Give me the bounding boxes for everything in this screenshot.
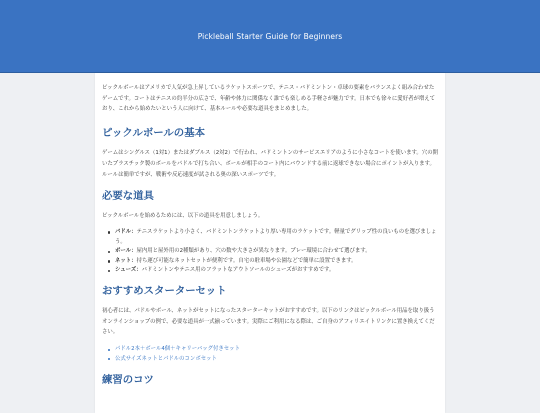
gear-description: バドミントンやテニス用のフラットなアウトソールのシューズがおすすめです。 xyxy=(141,267,335,274)
gear-term: ボール： xyxy=(115,248,137,255)
gear-term: シューズ： xyxy=(115,267,142,274)
starter-set-link-paddle-bundle[interactable]: パドル2本＋ボール4個＋キャリーバッグ付きセット xyxy=(115,346,240,352)
gear-description: 持ち運び可能なネットセットが便利です。自宅の駐車場や公園などで簡単に設置できます。 xyxy=(136,257,357,264)
starter-set-heading: おすすめスターターセット xyxy=(102,284,227,297)
page-title: Pickleball Starter Guide for Beginners xyxy=(197,31,343,41)
gear-item-shoes xyxy=(115,266,438,276)
link-item xyxy=(115,355,438,365)
starter-set-paragraph: 初心者には、パドルやボール、ネットがセットになったスターターキットがおすすめです。以下のリンクはピックルボール用品を取り扱うオンラインショップの例で、必要な道具が一式揃っています。実際にご利用になる際は、ご自身のアフィリエイトリンクに置き換えてください。 xyxy=(102,307,435,336)
gear-description: テニスラケットより小さく、バドミントンラケットより厚い専用のラケットです。軽量でグリップ性の良いものを選びましょう。 xyxy=(115,228,437,245)
gear-intro-paragraph: ピックルボールを始めるためには、以下の道具を用意しましょう。 xyxy=(102,213,264,220)
gear-description: 屋内用と屋外用の2種類があり、穴の数や大きさが異なります。プレー環境に合わせて選びます。 xyxy=(136,248,371,255)
gear-list xyxy=(102,228,438,276)
page-header xyxy=(0,0,540,73)
practice-tips-heading: 練習のコツ xyxy=(102,374,154,387)
gear-heading: 必要な道具 xyxy=(102,190,154,203)
gear-item-paddle xyxy=(115,228,438,247)
basics-heading: ピックルボールの基本 xyxy=(102,127,205,140)
basics-paragraph: ゲームはシングルス（1対1）またはダブルス（2対2）で行われ、バドミントンのサービスエリアのように小さなコートを使います。穴の開いたプラスチック製のボールをパドルで打ち合い、ボールが相手のコート内にバウンドする前に返球できない場合にポイントが入ります。ルールは簡単ですが、戦術や反応速度が試される奥の深いスポーツです。 xyxy=(102,150,438,178)
gear-term: ネット： xyxy=(115,257,137,264)
link-item xyxy=(115,345,438,355)
gear-term: パドル： xyxy=(115,228,137,235)
article-card xyxy=(95,73,445,413)
gear-item-ball xyxy=(115,247,438,257)
intro-paragraph: ピックルボールはアメリカで人気が急上昇しているラケットスポーツで、テニス・バドミントン・卓球の要素をバランスよく組み合わせたゲームです。コートはテニスの約半分の広さで、年齢や体力に関係なく誰でも楽しめる手軽さが魅力です。日本でも徐々に愛好者が増えており、これから始めたいという人に向けて、基本ルールや必要な道具をまとめました。 xyxy=(102,85,436,113)
starter-set-links xyxy=(102,345,438,364)
starter-set-link-net-combo[interactable]: 公式サイズネットとパドルのコンボセット xyxy=(115,355,217,362)
gear-item-net xyxy=(115,257,438,267)
